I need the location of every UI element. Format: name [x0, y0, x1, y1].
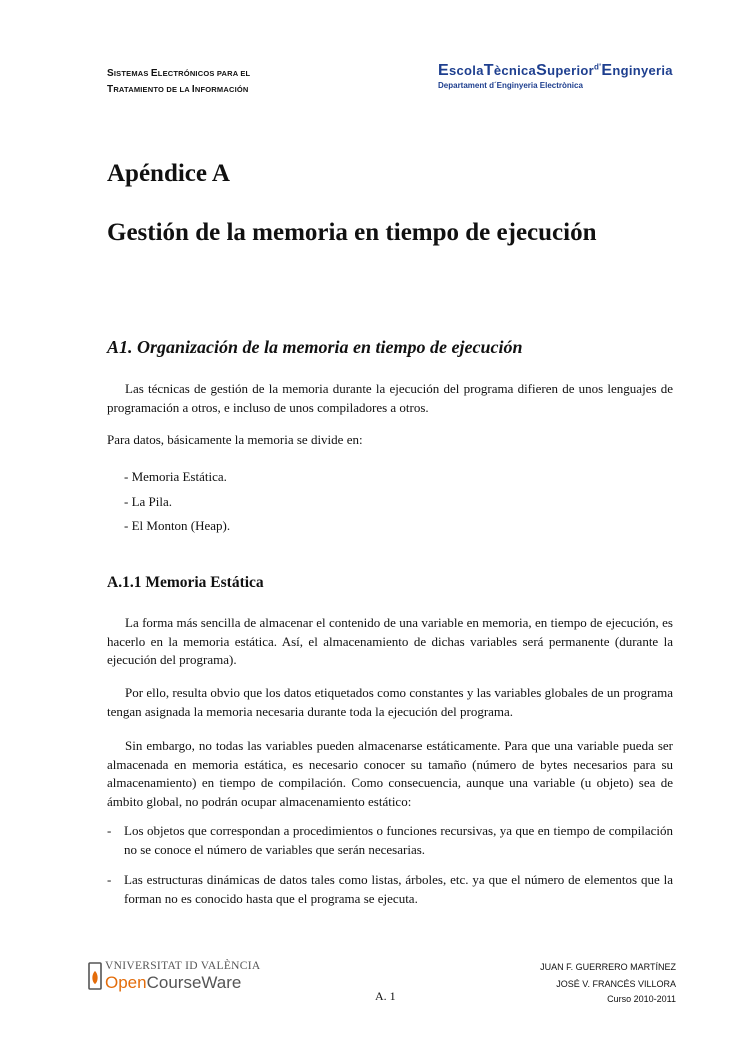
section-a11-heading: A.1.1 Memoria Estática [107, 574, 264, 591]
opencourseware-wordmark: OpenCourseWare [105, 973, 242, 992]
appendix-title: Gestión de la memoria en tiempo de ejecución [107, 219, 597, 246]
author-1: JUAN F. GUERRERO MARTÍNEZ [540, 962, 676, 972]
bullet-mark: - [107, 823, 112, 838]
section-a11-paragraph-1: La forma más sencilla de almacenar el contenido de una variable en memoria, en tiempo de ejecución, es hacerlo en la memoria estática. Así, el almacenamiento de dichas variables será permanente (durante la ejecución del programa). [107, 615, 673, 667]
uv-opencourseware-logo [88, 960, 261, 996]
list-item: - El Monton (Heap). [124, 518, 231, 533]
uv-name: VNIVERSITAT ID VALÈNCIA [105, 960, 261, 972]
appendix-label: Apéndice A [107, 160, 230, 187]
etse-logo [438, 62, 678, 90]
bullet-text: Las estructuras dinámicas de datos tales como listas, árboles, etc. ya que el número de elementos que la forman no es conocido hasta que el programa se ejecuta. [124, 872, 673, 906]
section-a11-paragraph-2: Por ello, resulta obvio que los datos etiquetados como constantes y las variables globales de un programa tengan asignada la memoria necesaria durante toda la ejecución del programa. [107, 685, 673, 719]
opencourseware-icon [88, 962, 102, 990]
etse-logo-name: EscolaTècnicaSuperior$^{d'}$Enginyeria [438, 62, 673, 79]
header-course-title [107, 66, 250, 98]
section-a1-paragraph-2: Para datos, básicamente la memoria se divide en: [107, 432, 363, 447]
bullet-text: Los objetos que correspondan a procedimientos o funciones recursivas, ya que en tiempo de compilación no se conoce el número de variables que serán necesarias. [124, 823, 673, 857]
bullet-mark: - [107, 872, 112, 887]
author-2: JOSÉ V. FRANCÉS VILLORA [556, 979, 676, 989]
header-line-1: SISTEMAS ELECTRÓNICOS PARA EL [107, 68, 251, 79]
etse-logo-department: Departament d´Enginyeria Electrònica [438, 81, 583, 90]
bullet-item [107, 871, 673, 908]
section-a1-heading: A1. Organización de la memoria en tiempo de ejecución [107, 337, 523, 357]
header-line-2: TRATAMIENTO DE LA INFORMACIÓN [107, 84, 249, 95]
section-a1-paragraph-1: Las técnicas de gestión de la memoria durante la ejecución del programa difieren de unos lenguajes de programación a otros, e incluso de unos compiladores a otros. [107, 381, 673, 415]
list-item: - Memoria Estática. [124, 469, 227, 484]
bullet-item [107, 822, 673, 859]
list-item: - La Pila. [124, 494, 173, 509]
page-number: A. 1 [375, 989, 396, 1003]
course-year: Curso 2010-2011 [607, 994, 676, 1004]
section-a11-paragraph-3: Sin embargo, no todas las variables pueden almacenarse estáticamente. Para que una variable pueda ser almacenada en memoria estática, es necesario conocer su tamaño (número de bytes necesarios para su almacenamiento) en tiempo de compilación. Como consecuencia, aunque una variable (u objeto) sea de ámbito global, no podrán ocupar almacenamiento estático: [107, 738, 673, 809]
